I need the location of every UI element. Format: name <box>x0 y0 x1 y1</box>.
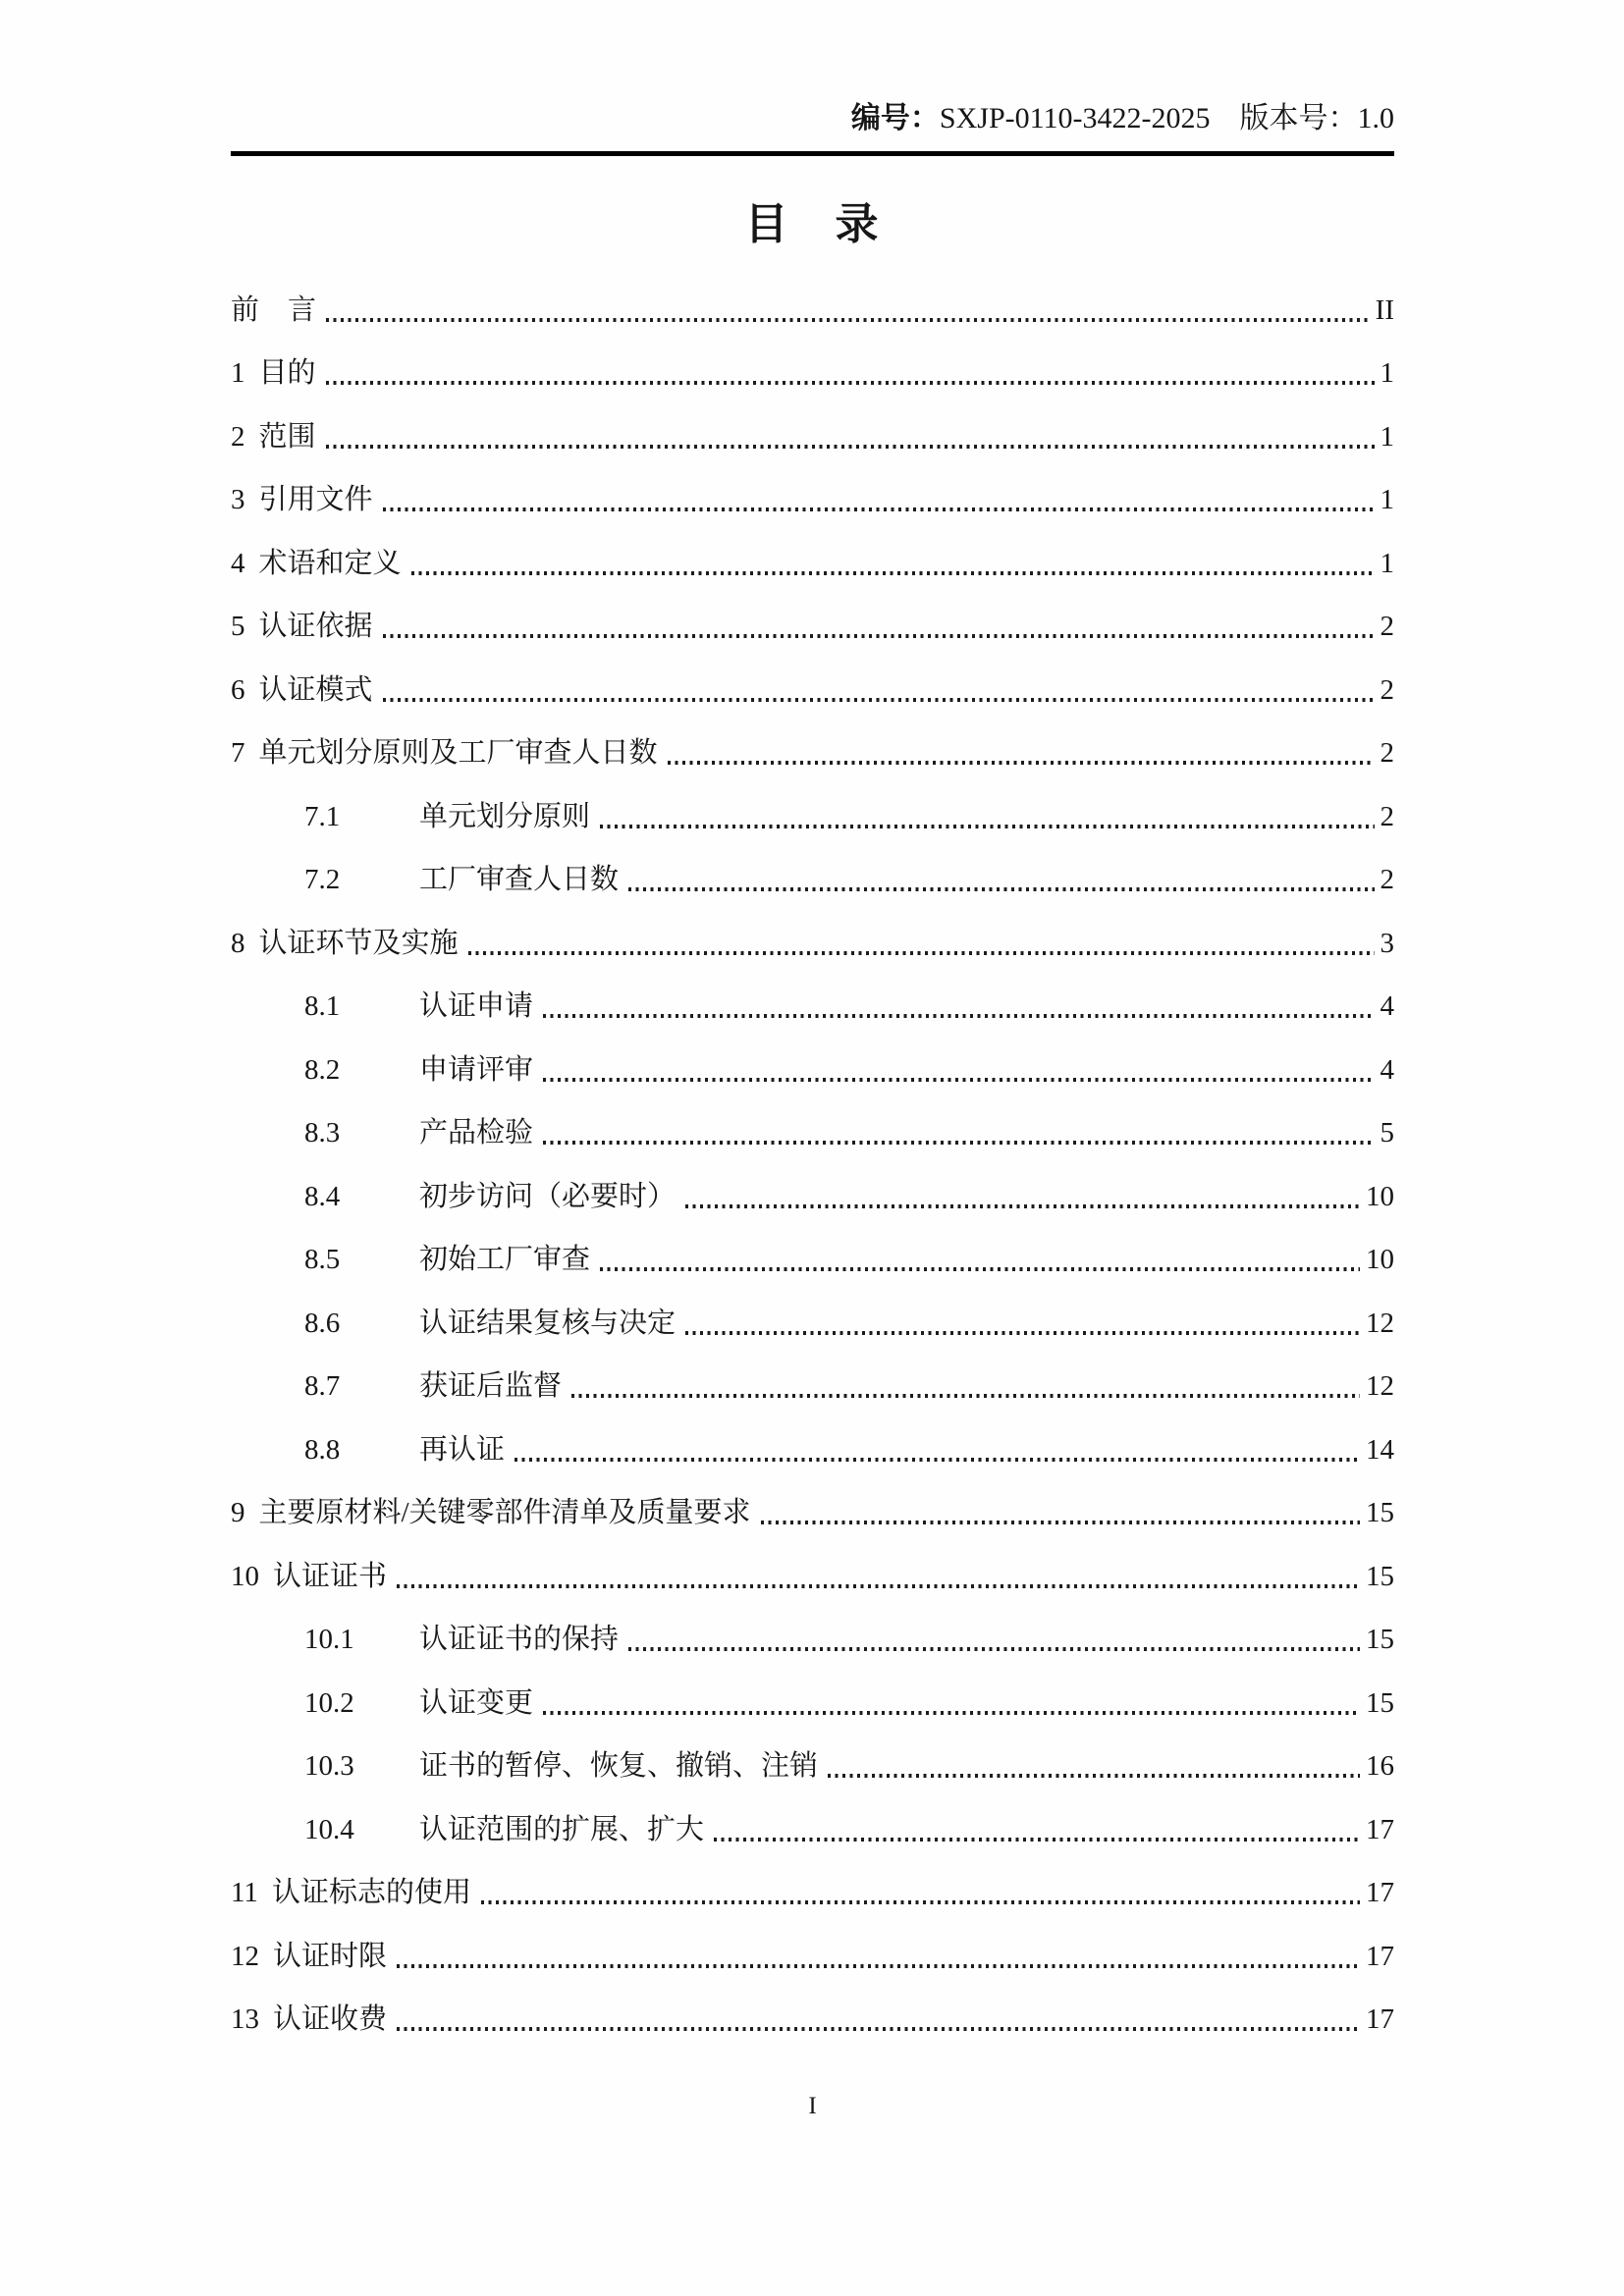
toc-entry-number: 10.4 <box>304 1813 354 1845</box>
toc-entry[interactable] <box>231 593 1394 657</box>
toc-entry-label: 引用文件 <box>258 484 373 515</box>
toc-entry-label: 认证结果复核与决定 <box>419 1307 677 1339</box>
toc-entry-page: 10 <box>1366 1180 1394 1212</box>
toc-leader-dots <box>397 2027 1360 2031</box>
toc-entry-page: 15 <box>1366 1686 1394 1719</box>
toc-entry-page: 1 <box>1380 420 1394 453</box>
toc-entry-label: 工厂审查人日数 <box>419 864 620 895</box>
toc-entry-number: 13 <box>231 2003 259 2035</box>
page-header <box>231 0 1394 135</box>
toc-entry-number: 10 <box>231 1560 259 1592</box>
toc-entry[interactable] <box>231 1353 1394 1416</box>
toc-leader-dots <box>468 951 1375 955</box>
toc-entry-label: 认证证书 <box>273 1560 388 1592</box>
toc-entry-label: 前 言 <box>231 294 317 326</box>
toc-entry[interactable] <box>231 846 1394 910</box>
toc-entry[interactable] <box>231 1099 1394 1163</box>
toc-entry-number: 8.4 <box>304 1180 341 1212</box>
doc-code-value: SXJP-0110-3422-2025 <box>939 102 1211 134</box>
toc-entry-number: 12 <box>231 1940 259 1972</box>
toc-entry-number: 7.2 <box>304 864 341 895</box>
toc-entry-number: 8.8 <box>304 1433 341 1466</box>
toc-entry-label: 获证后监督 <box>419 1370 563 1402</box>
toc-entry-page: 17 <box>1366 1940 1394 1972</box>
footer-page-number: I <box>808 2093 817 2119</box>
toc-entry-label: 认证标志的使用 <box>271 1877 471 1908</box>
toc-entry-label: 认证依据 <box>258 611 373 642</box>
toc-leader-dots <box>668 761 1375 765</box>
toc-entry-number: 1 <box>231 357 245 389</box>
toc-leader-dots <box>761 1521 1360 1524</box>
toc-entry-page: 17 <box>1366 1813 1394 1845</box>
toc-entry-page: 14 <box>1366 1433 1394 1466</box>
toc-entry-number: 8 <box>231 927 245 959</box>
toc-entry-label: 证书的暂停、恢复、撤销、注销 <box>419 1750 819 1782</box>
toc-leader-dots <box>571 1394 1360 1398</box>
toc-leader-dots <box>383 507 1375 511</box>
toc-leader-dots <box>326 318 1370 322</box>
toc-entry-number: 8.7 <box>304 1370 341 1402</box>
toc-entry-number: 8.2 <box>304 1053 341 1086</box>
toc-entry-page: 1 <box>1380 484 1394 515</box>
toc-entry-label: 认证环节及实施 <box>258 927 459 959</box>
toc-leader-dots <box>714 1838 1360 1842</box>
toc-leader-dots <box>600 825 1374 828</box>
toc-leader-dots <box>481 1900 1360 1904</box>
toc-entry-label: 单元划分原则及工厂审查人日数 <box>258 737 658 769</box>
toc-leader-dots <box>543 1078 1374 1082</box>
toc-entry[interactable] <box>231 1606 1394 1670</box>
toc-entry[interactable] <box>231 1289 1394 1353</box>
toc-leader-dots <box>397 1584 1360 1588</box>
toc-entry[interactable] <box>231 909 1394 973</box>
toc-entry-page: 15 <box>1366 1497 1394 1528</box>
toc-entry[interactable] <box>231 1859 1394 1923</box>
toc-leader-dots <box>543 1141 1374 1145</box>
toc-entry-page: 2 <box>1380 864 1394 895</box>
toc-entry[interactable] <box>231 1479 1394 1543</box>
toc-entry-page: 12 <box>1366 1370 1394 1402</box>
toc-entry-number: 6 <box>231 673 245 706</box>
toc-entry-label: 认证收费 <box>273 2003 388 2035</box>
toc-entry[interactable] <box>231 720 1394 783</box>
toc-leader-dots <box>628 887 1374 891</box>
toc-entry[interactable] <box>231 1986 1394 2050</box>
toc-entry-page: II <box>1375 294 1394 326</box>
toc-leader-dots <box>685 1331 1360 1335</box>
toc-entry[interactable] <box>231 1922 1394 1986</box>
toc-entry-page: 12 <box>1366 1307 1394 1339</box>
toc-entry-page: 2 <box>1380 737 1394 769</box>
toc-entry[interactable] <box>231 1669 1394 1733</box>
toc-entry[interactable] <box>231 276 1394 340</box>
toc-entry-page: 17 <box>1366 2003 1394 2035</box>
doc-code-label: 编号： <box>850 102 940 134</box>
toc-entry-number: 10.3 <box>304 1750 354 1782</box>
toc-entry[interactable] <box>231 1415 1394 1479</box>
toc-entry-page: 3 <box>1380 927 1394 959</box>
toc-entry-number: 8.1 <box>304 990 341 1022</box>
toc-entry-page: 2 <box>1380 673 1394 706</box>
toc-entry-label: 初步访问（必要时） <box>419 1180 677 1212</box>
toc-entry-page: 15 <box>1366 1624 1394 1655</box>
toc-leader-dots <box>628 1647 1360 1651</box>
toc-leader-dots <box>411 571 1375 575</box>
toc-entry[interactable] <box>231 782 1394 846</box>
toc-leader-dots <box>514 1458 1360 1462</box>
toc-entry[interactable] <box>231 1795 1394 1859</box>
toc-entry[interactable] <box>231 529 1394 593</box>
toc-entry[interactable] <box>231 340 1394 403</box>
toc-entry-page: 2 <box>1380 611 1394 642</box>
toc-entry-page: 5 <box>1380 1117 1394 1148</box>
toc-entry-page: 1 <box>1380 547 1394 579</box>
toc-entry-label: 产品检验 <box>419 1117 534 1148</box>
toc-entry[interactable] <box>231 1036 1394 1099</box>
toc-entry-label: 认证时限 <box>273 1940 388 1972</box>
toc-leader-dots <box>828 1774 1360 1778</box>
page-title: 目 录 <box>744 200 881 248</box>
toc-leader-dots <box>685 1204 1360 1208</box>
toc-entry-number: 10.1 <box>304 1624 354 1655</box>
toc-entry-label: 术语和定义 <box>258 547 402 579</box>
toc-leader-dots <box>383 634 1375 638</box>
toc-entry[interactable] <box>231 656 1394 720</box>
toc-entry-page: 15 <box>1366 1560 1394 1592</box>
toc-entry-number: 8.3 <box>304 1117 341 1148</box>
toc-entry-label: 再认证 <box>419 1433 506 1466</box>
doc-version-value: 1.0 <box>1357 102 1394 134</box>
toc-leader-dots <box>543 1014 1374 1018</box>
toc-entry-label: 认证范围的扩展、扩大 <box>419 1813 705 1845</box>
toc-entry[interactable] <box>231 1162 1394 1226</box>
toc-entry[interactable] <box>231 1226 1394 1290</box>
toc-entry-label: 范围 <box>258 420 316 453</box>
toc-entry-label: 认证申请 <box>419 990 534 1022</box>
toc-entry-label: 目的 <box>258 357 316 389</box>
toc-leader-dots <box>397 1964 1360 1968</box>
toc-entry-label: 初始工厂审查 <box>419 1244 591 1275</box>
toc-entry-number: 8.5 <box>304 1244 341 1275</box>
toc-leader-dots <box>326 445 1375 449</box>
toc-entry-label: 认证模式 <box>258 673 373 706</box>
toc-leader-dots <box>383 698 1375 702</box>
toc-leader-dots <box>543 1711 1360 1715</box>
doc-version-label: 版本号： <box>1239 102 1358 134</box>
toc-entry-label: 认证变更 <box>419 1686 534 1719</box>
toc-entry[interactable] <box>231 1542 1394 1606</box>
toc-entry-number: 7.1 <box>304 800 341 832</box>
toc-leader-dots <box>326 381 1375 385</box>
toc-entry-number: 11 <box>231 1877 258 1908</box>
toc-entry-page: 4 <box>1380 990 1394 1022</box>
toc-entry[interactable] <box>231 1733 1394 1796</box>
toc-list <box>231 276 1394 2049</box>
toc-entry-number: 3 <box>231 484 245 515</box>
toc-entry-page: 2 <box>1380 800 1394 832</box>
toc-entry-page: 16 <box>1366 1750 1394 1782</box>
toc-entry-number: 5 <box>231 611 245 642</box>
header-rule <box>231 151 1394 156</box>
toc-entry[interactable] <box>231 973 1394 1037</box>
toc-entry-number: 4 <box>231 547 245 579</box>
toc-entry-number: 7 <box>231 737 245 769</box>
toc-entry-page: 17 <box>1366 1877 1394 1908</box>
toc-entry-number: 2 <box>231 420 245 453</box>
toc-entry[interactable] <box>231 402 1394 466</box>
toc-leader-dots <box>600 1267 1360 1271</box>
toc-entry-number: 9 <box>231 1497 245 1528</box>
toc-entry-label: 主要原材料/关键零部件清单及质量要求 <box>258 1497 751 1528</box>
toc-entry-label: 申请评审 <box>419 1053 534 1086</box>
toc-entry-label: 认证证书的保持 <box>419 1624 620 1655</box>
toc-entry-label: 单元划分原则 <box>419 800 591 832</box>
toc-entry-page: 10 <box>1366 1244 1394 1275</box>
toc-entry-number: 10.2 <box>304 1686 354 1719</box>
toc-entry-page: 1 <box>1380 357 1394 389</box>
toc-entry[interactable] <box>231 466 1394 530</box>
toc-entry-number: 8.6 <box>304 1307 341 1339</box>
toc-entry-page: 4 <box>1380 1053 1394 1086</box>
